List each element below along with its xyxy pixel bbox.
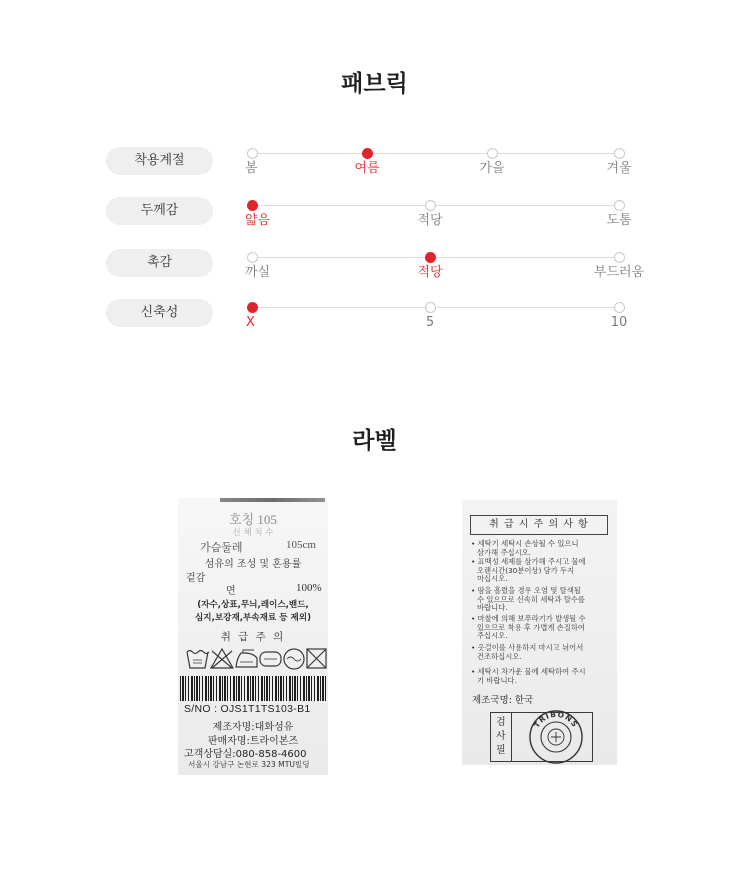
shell-label: 겉감: [186, 573, 206, 584]
scale-option: 봄: [245, 161, 258, 176]
scale-dot: [247, 302, 258, 313]
scale-dot: [614, 252, 625, 263]
scale-dot: [247, 200, 258, 211]
scale-dot: [362, 148, 373, 159]
scale-option: 가을: [479, 161, 505, 176]
scale-option: 적당: [417, 265, 443, 280]
label-stitch: [220, 498, 325, 502]
scale-dot: [425, 252, 436, 263]
scale-option: 부드러움: [593, 265, 645, 280]
dry-clean-icon: [260, 652, 281, 666]
scale-option: 여름: [354, 161, 380, 176]
exclusion-line-1: (자수,상표,무늬,레이스,밴드,: [197, 600, 309, 610]
size-label-photo: [178, 498, 328, 775]
no-tumble-dry-icon: [307, 649, 326, 668]
care-icons: [186, 646, 327, 670]
scale-option: 얇음: [245, 213, 271, 228]
scale-option: 적당: [417, 213, 443, 228]
barcode: [180, 676, 326, 701]
care-note: • 세탁기 세탁시 손상될 수 있으니 삼가해 주십시오.: [471, 539, 579, 557]
hand-wash-icon: [187, 651, 209, 669]
attribute-label: 촉감: [106, 249, 213, 277]
seal-logo-text: TRIBONS: [532, 709, 580, 730]
composition-heading: 섬유의 조성 및 혼용률: [204, 559, 302, 570]
care-heading: 취 급 주 의: [220, 631, 286, 643]
scale-track: [252, 205, 619, 206]
body-size-heading: 신 체 치 수: [232, 528, 274, 538]
material-name: 면: [226, 586, 236, 597]
scale-dot: [614, 302, 625, 313]
brand-seal-logo: [529, 710, 583, 764]
customer-center-text: 고객상담실:080-858-4600: [184, 749, 307, 760]
seller-text: 판매자명:트라이본즈: [207, 736, 299, 747]
care-note: • 세탁시 차가운 물에 세탁하여 주시 기 바랍니다.: [471, 667, 586, 685]
attribute-label: 착용계절: [106, 147, 213, 175]
address-text: 서울시 강남구 논현로 323 MTU빌딩: [188, 760, 310, 769]
scale-dot: [614, 148, 625, 159]
scale-option: 까실: [245, 265, 271, 280]
scale-dot: [487, 148, 498, 159]
scale-dot: [614, 200, 625, 211]
chest-label: 가슴둘레: [200, 542, 243, 554]
manufacturer-text: 제조자명:대화섬유: [212, 722, 294, 733]
care-note: • 표백성 세제를 삼가해 주시고 물에 오랜시간(30분이상) 담가 두지 마십시오.: [471, 557, 586, 584]
iron-icon: [236, 650, 257, 667]
scale-option: 5: [425, 315, 435, 330]
scale-option: 겨울: [606, 161, 632, 176]
care-label-photo: [462, 500, 617, 765]
care-note: • 땀을 흘렸을 경우 오염 및 탈색될 수 있으므로 신속히 세탁과 탈수를 바랍니다.: [471, 586, 585, 613]
care-notes-heading: 취 급 시 주 의 사 항: [470, 515, 608, 535]
attribute-label: 신축성: [106, 299, 213, 327]
attribute-label: 두께감: [106, 197, 213, 225]
stamp-char: 필: [496, 745, 506, 756]
scale-option: 10: [610, 315, 628, 330]
origin-text: 제조국명: 한국: [472, 695, 534, 706]
scale-track: [252, 257, 619, 258]
material-percent: 100%: [296, 582, 322, 594]
scale-track: [252, 307, 619, 308]
scale-track: [252, 153, 619, 154]
svg-text:TRIBONS: [532, 710, 580, 730]
scale-option: X: [246, 315, 255, 330]
inspection-stamp: [490, 709, 593, 762]
serial-number: S/NO : OJS1T1TS103-B1: [184, 703, 311, 715]
wring-icon: [284, 649, 304, 669]
exclusion-line-2: 심지,보강재,부속재료 등 제외): [194, 613, 312, 623]
scale-dot: [247, 148, 258, 159]
care-note: • 옷걸이를 사용하지 마시고 뉘어서 건조하십시오.: [471, 643, 584, 661]
scale-dot: [425, 302, 436, 313]
stamp-char: 사: [496, 731, 506, 742]
stamp-char: 검: [496, 717, 506, 728]
label-title: 라벨: [352, 428, 397, 454]
fabric-title: 패브릭: [341, 71, 408, 97]
care-note: • 마찰에 의해 보푸라기가 발생될 수 있으므로 착용 후 가볍게 손질하여 주십시오.: [471, 614, 586, 641]
no-bleach-icon: [211, 649, 233, 668]
chest-value: 105cm: [286, 539, 316, 551]
size-text: 호칭 105: [229, 512, 277, 527]
inspection-stamp-column: [491, 713, 512, 761]
scale-option: 도톰: [606, 213, 632, 228]
scale-dot: [425, 200, 436, 211]
scale-dot: [247, 252, 258, 263]
